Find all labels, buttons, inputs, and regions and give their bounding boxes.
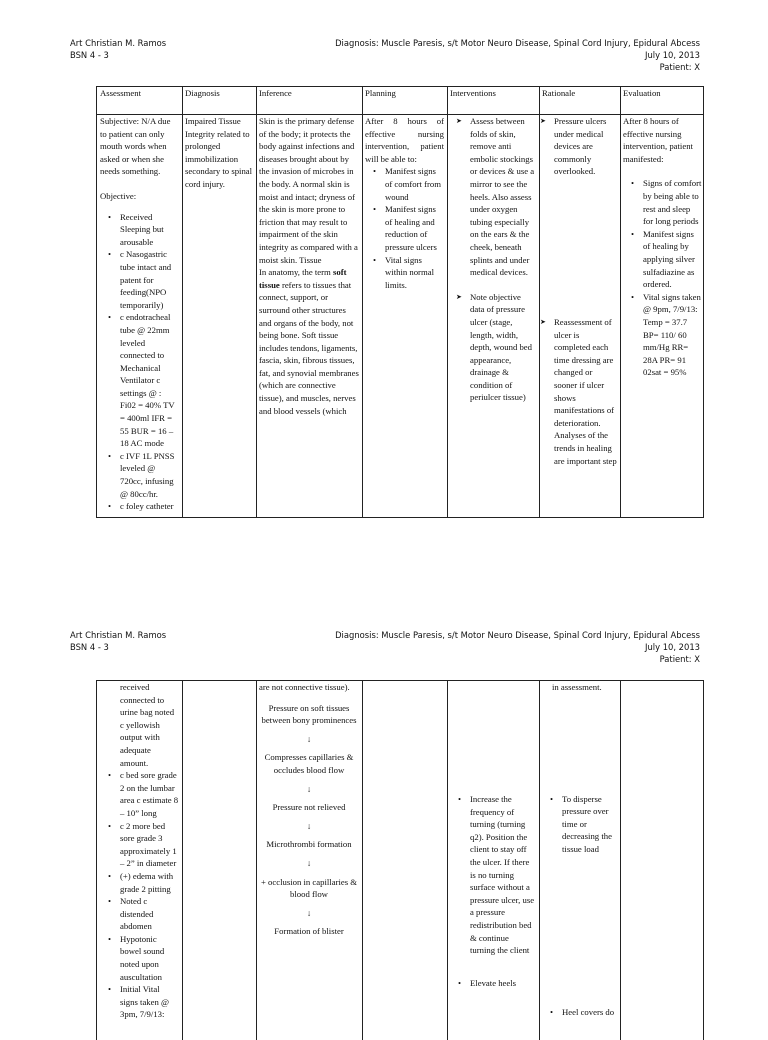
diagnosis-line: Diagnosis: Muscle Paresis, s/t Motor Neuro Disease, Spinal Cord Injury, Epidural Abcess	[335, 630, 700, 640]
planning-cell	[362, 115, 447, 291]
list-item: • Manifest signs of comfort from wound	[385, 165, 444, 203]
evaluation-intro: After 8 hours of effective nursing intervention, patient manifested:	[623, 116, 693, 164]
inference-cell	[256, 115, 362, 517]
list-item: ➤ Assess between folds of skin, remove anti embolic stockings or devices & use a mirror to see the heels. Also assess under oxygen tubing especially on the ears & the cheek, beneath splints and under medical devices.	[470, 115, 536, 279]
rationale-list	[542, 115, 617, 467]
list-item: ➤ Pressure ulcers under medical devices are commonly overlooked.	[554, 115, 617, 178]
list-item: • Elevate heels	[470, 977, 536, 990]
list-item: • Vital signs taken @ 9pm, 7/9/13: Temp = 37.7 BP= 110/ 60 mm/Hg RR= 28A PR= 91 02sat = 95%	[643, 291, 702, 379]
evaluation-list	[623, 177, 702, 379]
down-arrow-icon: ↓	[306, 733, 312, 744]
flow-step: Microthrombi formation	[266, 839, 352, 850]
care-plan-table-page1	[96, 86, 704, 518]
interventions-list	[450, 115, 536, 404]
rationale-cont-text: in assessment.	[552, 682, 602, 692]
list-item: • (+) edema with grade 2 pitting	[120, 870, 179, 895]
rationale-cell	[539, 115, 620, 517]
flow-step: Compresses capillaries & occludes blood flow	[264, 752, 354, 775]
inference-text-b: In anatomy, the term soft tissue refers to tissues that connect, support, or surround other structures and organs of the body, not being bone. Soft tissue includes tendons, ligaments, fascia, skin, fibrous tissues, fat, and synovial membranes (which are connective tissue), and muscles, nerves and blood vessels (which	[259, 267, 359, 416]
flow-step: Formation of blister	[274, 926, 344, 937]
list-item: • Hypotonic bowel sound noted upon auscultation	[120, 933, 179, 983]
interventions-list-cont	[450, 793, 536, 989]
soft-tissue-term: soft tissue	[259, 267, 347, 290]
diagnosis-cell: Impaired Tissue Integrity related to prolonged immobilization secondary to spinal cord injury.	[185, 116, 253, 189]
list-item: • c foley catheter	[120, 500, 179, 513]
assessment-cell	[97, 115, 182, 517]
rationale-cell-cont	[539, 681, 620, 1040]
flow-step: + occlusion in capillaries & blood flow	[260, 876, 358, 900]
down-arrow-icon: ↓	[306, 857, 312, 868]
list-item: • Noted c distended abdomen	[120, 895, 179, 933]
list-item: • Manifest signs of healing by applying silver sulfadiazine as ordered.	[643, 228, 702, 291]
list-item: • Initial Vital signs taken @ 3pm, 7/9/13:	[120, 983, 179, 1021]
down-arrow-icon: ↓	[306, 907, 312, 918]
patient-line: Patient: X	[659, 654, 700, 664]
inference-text-a: Skin is the primary defense of the body; it protects the body against infections and diseases brought about by the invasion of microbes in the body. A normal skin is moist and intact; dryness of the skin is more prone to friction that may result to impairment of the skin integrity as compared with a moist skin. Tissue	[259, 116, 358, 265]
inference-cont-text: are not connective tissue).	[259, 682, 350, 692]
assessment-list-cont	[100, 769, 179, 1021]
down-arrow-icon: ↓	[306, 783, 312, 794]
objective-list	[100, 211, 179, 513]
author-name: Art Christian M. Ramos	[70, 38, 167, 48]
rationale-list-cont	[542, 793, 617, 1019]
list-item: • Signs of comfort by being able to rest and sleep for long periods	[643, 177, 702, 227]
interventions-cell-cont	[447, 793, 539, 989]
list-item: • Vital signs within normal limits.	[385, 254, 444, 292]
list-item: • Manifest signs of healing and reduction of pressure ulcers	[385, 203, 444, 253]
subjective-text: Subjective: N/A due to patient can only mouth words when asked or when she needs something.	[100, 116, 171, 177]
objective-label: Objective:	[100, 190, 137, 201]
col-header-planning: Planning	[365, 88, 396, 98]
list-item: ➤ Reassessment of ulcer is completed each time dressing are changed or sooner if ulcer shows manifestations of deterioration. Analyses of the trends in healing are important step	[554, 316, 617, 467]
list-item: • c 2 more bed sore grade 3 approximately 1 – 2” in diameter	[120, 820, 179, 870]
list-item: • Received Sleeping but arousable	[120, 211, 179, 249]
list-item: • To disperse pressure over time or decreasing the tissue load	[562, 793, 617, 856]
author-name: Art Christian M. Ramos	[70, 630, 167, 640]
planning-intro: After 8 hours of effective nursing intervention, patient will be able to:	[365, 116, 444, 164]
assessment-cell-cont	[97, 681, 182, 1021]
down-arrow-icon: ↓	[306, 820, 312, 831]
list-item: • c IVF 1L PNSS leveled @ 720cc, infusing @ 80cc/hr.	[120, 450, 179, 500]
list-item: • c Nasogastric tube intact and patent for feeding(NPO temporarily)	[120, 248, 179, 311]
list-item: • Heel covers do	[562, 1006, 617, 1019]
col-header-assessment: Assessment	[100, 88, 142, 98]
list-item: ➤ Note objective data of pressure ulcer (stage, length, width, depth, wound bed appearance, drainage & condition of periulcer tissue)	[470, 291, 536, 404]
col-header-diagnosis: Diagnosis	[185, 88, 220, 98]
inference-cell-cont	[256, 681, 362, 938]
list-item: • c bed sore grade 2 on the lumbar area c estimate 8 – 10” long	[120, 769, 179, 819]
student-section: BSN 4 - 3	[70, 50, 109, 60]
planning-list	[365, 165, 444, 291]
date-line: July 10, 2013	[644, 642, 700, 652]
flow-step: Pressure not relieved	[272, 802, 346, 813]
col-header-inference: Inference	[259, 88, 292, 98]
student-section: BSN 4 - 3	[70, 642, 109, 652]
care-plan-table-page2	[96, 680, 704, 1040]
patient-line: Patient: X	[659, 62, 700, 72]
date-line: July 10, 2013	[644, 50, 700, 60]
evaluation-cell	[620, 115, 704, 379]
list-item: • Increase the frequency of turning (turning q2). Position the client to stay off the ulcer. If there is no turning surface without a pressure ulcer, use a pressure redistribution bed & continue turning the client	[470, 793, 536, 957]
assessment-cont-text: received connected to urine bag noted c yellowish output with adequate amount.	[120, 682, 175, 768]
col-header-evaluation: Evaluation	[623, 88, 661, 98]
list-item: • c endotracheal tube @ 22mm leveled connected to Mechanical Ventilator c settings @ : Fi02 = 40% TV = 400ml IFR = 55 BUR = 16 – 18 AC mode	[120, 311, 179, 450]
col-header-interventions: Interventions	[450, 88, 496, 98]
interventions-cell	[447, 115, 539, 404]
flow-step: Pressure on soft tissues between bony prominences	[261, 702, 357, 726]
col-header-rationale: Rationale	[542, 88, 576, 98]
diagnosis-line: Diagnosis: Muscle Paresis, s/t Motor Neuro Disease, Spinal Cord Injury, Epidural Abcess	[335, 38, 700, 48]
